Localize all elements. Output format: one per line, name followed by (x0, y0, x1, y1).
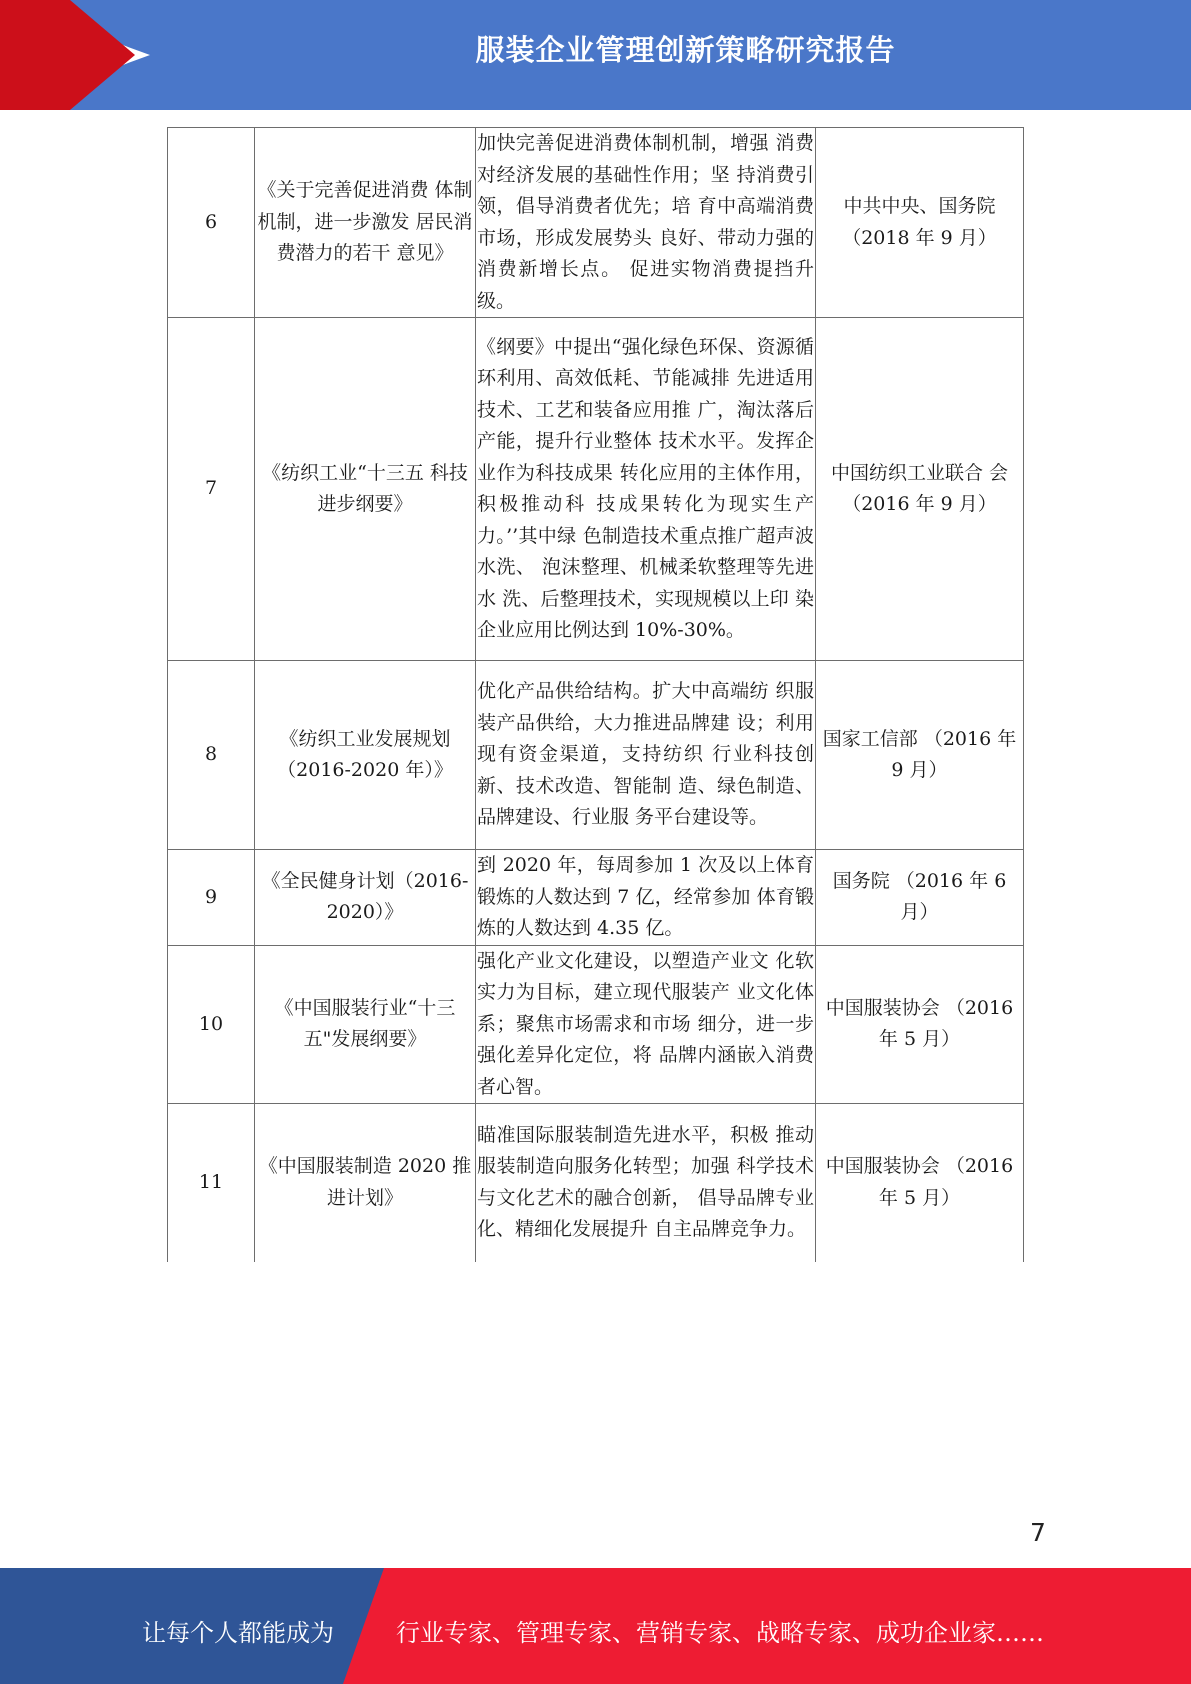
table-row (168, 1104, 1024, 1262)
header-red-arrow (70, 0, 135, 110)
header-red-block (0, 0, 70, 110)
policy-name: 《纺织工业“十三五 科技进步纲要》 (255, 318, 476, 661)
policy-content: 《纲要》中提出“强化绿色环保、资源循环利用、高效低耗、节能减排 先进适用技术、工艺和装备应用推 广，淘汰落后产能，提升行业整体 技术水平。发挥企业作为科技成果 转化应用的主体作用，积极推动科 技成果转化为现实生产力。’’其中绿 色制造技术重点推广超声波水洗、 泡沫整理、机械柔软整理等先进水 洗、后整理技术，实现规模以上印 染企业应用比例达到 10%-30%。 (476, 318, 816, 661)
policy-name: 《中国服装行业“十三 五"发展纲要》 (255, 945, 476, 1104)
page-header (0, 0, 1191, 110)
policy-content: 优化产品供给结构。扩大中高端纺 织服装产品供给，大力推进品牌建 设；利用现有资金渠道，支持纺织 行业科技创新、技术改造、智能制 造、绿色制造、品牌建设、行业服 务平台建设等。 (476, 661, 816, 850)
row-number: 7 (168, 318, 255, 661)
policy-issuer: 中国服装协会 （2016 年 5 月） (816, 945, 1024, 1104)
footer-slogan-right: 行业专家、管理专家、营销专家、战略专家、成功企业家…… (396, 1619, 1044, 1647)
policy-content: 强化产业文化建设，以塑造产业文 化软实力为目标，建立现代服装产 业文化体系；聚焦市场需求和市场 细分，进一步强化差异化定位，将 品牌内涵嵌入消费者心智。 (476, 945, 816, 1104)
policy-content: 到 2020 年，每周参加 1 次及以上体育锻炼的人数达到 7 亿，经常参加 体育锻炼的人数达到 4.35 亿。 (476, 850, 816, 946)
policy-issuer: 国务院 （2016 年 6 月） (816, 850, 1024, 946)
row-number: 8 (168, 661, 255, 850)
table-row (168, 945, 1024, 1104)
row-number: 10 (168, 945, 255, 1104)
policy-name: 《中国服装制造 2020 推进计划》 (255, 1104, 476, 1262)
policy-issuer: 中共中央、国务院（2018 年 9 月） (816, 128, 1024, 318)
policy-name: 《全民健身计划（2016-2020）》 (255, 850, 476, 946)
policy-content: 加快完善促进消费体制机制，增强 消费对经济发展的基础性作用；坚 持消费引领，倡导消费者优先；培 育中高端消费市场，形成发展势头 良好、带动力强的消费新增长点。 促进实物消费提挡升级。 (476, 128, 816, 318)
table-row (168, 661, 1024, 850)
policy-name: 《关于完善促进消费 体制机制，进一步激发 居民消费潜力的若干 意见》 (255, 128, 476, 318)
table-row (168, 318, 1024, 661)
row-number: 6 (168, 128, 255, 318)
page-number: 7 (1030, 1518, 1046, 1547)
table-row (168, 850, 1024, 946)
table-row (168, 128, 1024, 318)
row-number: 9 (168, 850, 255, 946)
policy-name: 《纺织工业发展规划（2016-2020 年）》 (255, 661, 476, 850)
row-number: 11 (168, 1104, 255, 1262)
footer-slogan-left: 让每个人都能成为 (142, 1619, 334, 1647)
policy-issuer: 中国服装协会 （2016 年 5 月） (816, 1104, 1024, 1262)
report-title: 服装企业管理创新策略研究报告 (475, 33, 896, 67)
policy-content: 瞄准国际服装制造先进水平，积极 推动服装制造向服务化转型；加强 科学技术与文化艺术的融合创新， 倡导品牌专业化、精细化发展提升 自主品牌竞争力。 (476, 1104, 816, 1262)
policy-issuer: 中国纺织工业联合 会（2016 年 9 月） (816, 318, 1024, 661)
policy-issuer: 国家工信部 （2016 年 9 月） (816, 661, 1024, 850)
policy-table (167, 127, 1024, 1262)
